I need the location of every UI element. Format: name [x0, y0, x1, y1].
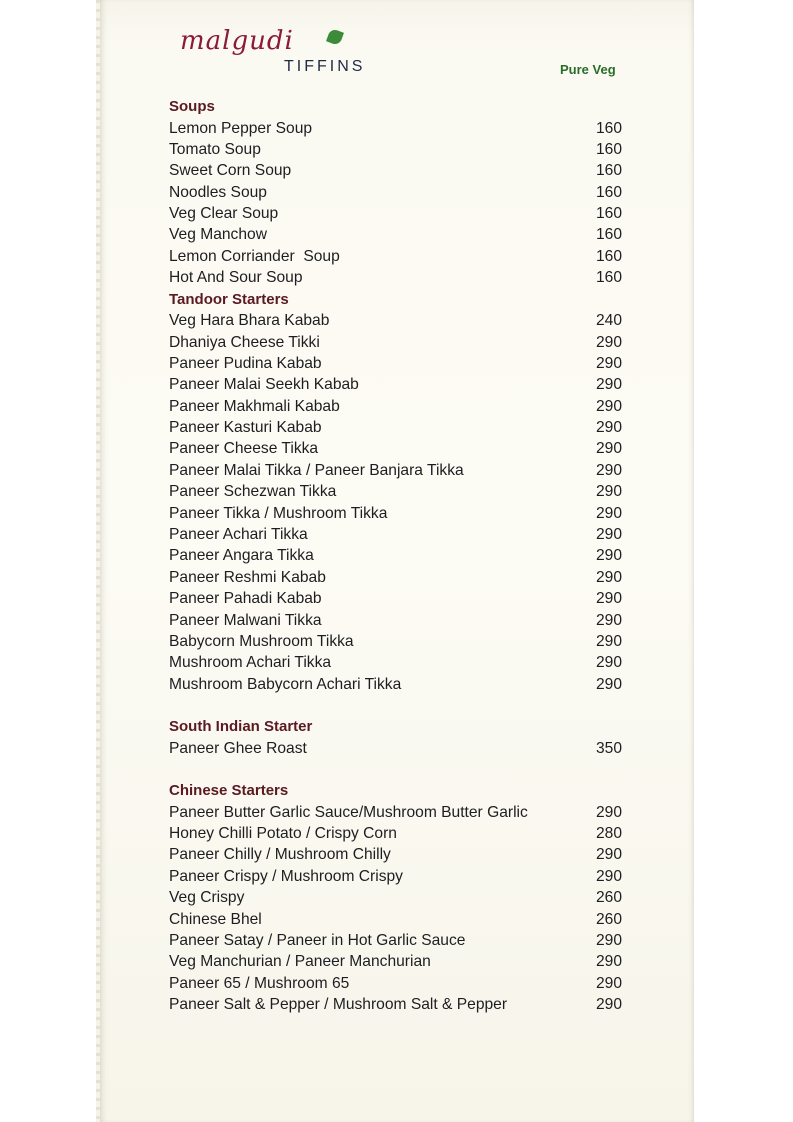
item-price: 290: [595, 654, 622, 672]
menu-item: [169, 460, 625, 481]
menu-item: [169, 160, 625, 181]
menu-item: [169, 246, 625, 267]
menu-item: [169, 994, 625, 1015]
item-price: 290: [595, 440, 622, 458]
menu-item: [169, 224, 625, 245]
menu-item: [169, 887, 625, 908]
item-name: Lemon Pepper Soup: [169, 119, 313, 137]
menu-item: [169, 203, 625, 224]
item-name: Paneer Schezwan Tikka: [169, 483, 337, 501]
item-name: Paneer Butter Garlic Sauce/Mushroom Butter Garlic: [169, 803, 528, 821]
item-name: Babycorn Mushroom Tikka: [169, 632, 354, 650]
menu-item: [169, 951, 625, 972]
item-price: 160: [595, 226, 622, 244]
item-name: Veg Hara Bhara Kabab: [169, 312, 330, 330]
menu-item: [169, 738, 625, 759]
item-price: 290: [595, 803, 622, 821]
item-name: Lemon Corriander Soup: [169, 247, 340, 265]
item-name: Dhaniya Cheese Tikki: [169, 333, 320, 351]
item-price: 290: [595, 931, 622, 949]
item-price: 290: [595, 996, 622, 1014]
item-price: 240: [595, 312, 622, 330]
menu-item: [169, 545, 625, 566]
menu-item: [169, 374, 625, 395]
item-price: 290: [595, 376, 622, 394]
leaf-icon: [326, 28, 344, 46]
item-name: Chinese Bhel: [169, 910, 262, 928]
section-title: Chinese Starters: [169, 782, 289, 800]
item-price: 290: [595, 397, 622, 415]
item-price: 290: [595, 568, 622, 586]
brand-subtitle: TIFFINS: [284, 58, 366, 75]
menu-item: [169, 481, 625, 502]
section-spacer: [169, 759, 625, 780]
item-price: 260: [595, 910, 622, 928]
menu-item: [169, 503, 625, 524]
item-price: 290: [595, 483, 622, 501]
section-title: Tandoor Starters: [169, 290, 289, 308]
item-price: 350: [595, 739, 622, 757]
menu-item: [169, 182, 625, 203]
item-name: Tomato Soup: [169, 140, 261, 158]
item-price: 290: [595, 504, 622, 522]
menu-item: [169, 674, 625, 695]
item-name: Paneer Crispy / Mushroom Crispy: [169, 867, 403, 885]
item-name: Paneer Malai Tikka / Paneer Banjara Tikka: [169, 461, 464, 479]
menu-item: [169, 310, 625, 331]
menu-item: [169, 524, 625, 545]
item-price: 280: [595, 824, 622, 842]
menu-item: [169, 610, 625, 631]
item-name: Paneer Tikka / Mushroom Tikka: [169, 504, 388, 522]
item-price: 160: [595, 119, 622, 137]
item-price: 290: [595, 846, 622, 864]
item-price: 290: [595, 867, 622, 885]
item-name: Sweet Corn Soup: [169, 162, 292, 180]
item-name: Mushroom Babycorn Achari Tikka: [169, 675, 402, 693]
item-name: Paneer Angara Tikka: [169, 547, 314, 565]
menu-item: [169, 139, 625, 160]
menu-item: [169, 118, 625, 139]
item-name: Paneer Kasturi Kabab: [169, 419, 322, 437]
item-name: Paneer Chilly / Mushroom Chilly: [169, 846, 391, 864]
item-price: 290: [595, 547, 622, 565]
item-name: Paneer Achari Tikka: [169, 526, 308, 544]
item-name: Veg Manchurian / Paneer Manchurian: [169, 953, 431, 971]
menu-item: [169, 973, 625, 994]
item-name: Paneer Malai Seekh Kabab: [169, 376, 359, 394]
menu-item: [169, 909, 625, 930]
item-price: 290: [595, 632, 622, 650]
item-name: Honey Chilli Potato / Crispy Corn: [169, 824, 397, 842]
item-price: 160: [595, 269, 622, 287]
menu-item: [169, 631, 625, 652]
item-name: Paneer Cheese Tikka: [169, 440, 319, 458]
item-name: Hot And Sour Soup: [169, 269, 303, 287]
item-name: Paneer Pudina Kabab: [169, 354, 322, 372]
item-price: 290: [595, 590, 622, 608]
item-price: 290: [595, 526, 622, 544]
item-price: 290: [595, 611, 622, 629]
menu-item: [169, 802, 625, 823]
item-name: Paneer Satay / Paneer in Hot Garlic Sauce: [169, 931, 466, 949]
item-price: 160: [595, 247, 622, 265]
item-name: Mushroom Achari Tikka: [169, 654, 332, 672]
item-name: Paneer Reshmi Kabab: [169, 568, 326, 586]
item-price: 290: [595, 333, 622, 351]
item-name: Noodles Soup: [169, 183, 267, 201]
section-spacer: [169, 695, 625, 716]
item-name: Veg Manchow: [169, 226, 267, 244]
brand-script: malgudi: [180, 26, 294, 56]
item-price: 290: [595, 354, 622, 372]
item-price: 290: [595, 974, 622, 992]
item-name: Paneer 65 / Mushroom 65: [169, 974, 350, 992]
pure-veg-badge: Pure Veg: [560, 62, 616, 77]
menu-item: [169, 866, 625, 887]
menu-item: [169, 844, 625, 865]
menu-item: [169, 567, 625, 588]
item-price: 160: [595, 140, 622, 158]
item-price: 290: [595, 461, 622, 479]
section-title: South Indian Starter: [169, 718, 313, 736]
brand-logo: [180, 26, 400, 82]
item-name: Veg Crispy: [169, 889, 245, 907]
item-price: 290: [595, 953, 622, 971]
item-name: Paneer Salt & Pepper / Mushroom Salt & Pepper: [169, 996, 508, 1014]
item-name: Paneer Makhmali Kabab: [169, 397, 340, 415]
item-name: Paneer Pahadi Kabab: [169, 590, 322, 608]
menu-item: [169, 396, 625, 417]
item-price: 290: [595, 419, 622, 437]
menu-item: [169, 267, 625, 288]
menu-item: [169, 438, 625, 459]
menu-item: [169, 588, 625, 609]
item-price: 260: [595, 889, 622, 907]
menu-item: [169, 417, 625, 438]
item-name: Paneer Ghee Roast: [169, 739, 307, 757]
section-title: Soups: [169, 98, 215, 115]
item-name: Veg Clear Soup: [169, 205, 279, 223]
item-price: 160: [595, 162, 622, 180]
menu-item: [169, 353, 625, 374]
menu-list: [169, 96, 625, 1015]
item-price: 290: [595, 675, 622, 693]
item-name: Paneer Malwani Tikka: [169, 611, 322, 629]
item-price: 160: [595, 183, 622, 201]
menu-item: [169, 823, 625, 844]
item-price: 160: [595, 205, 622, 223]
menu-item: [169, 652, 625, 673]
menu-item: [169, 930, 625, 951]
menu-item: [169, 332, 625, 353]
